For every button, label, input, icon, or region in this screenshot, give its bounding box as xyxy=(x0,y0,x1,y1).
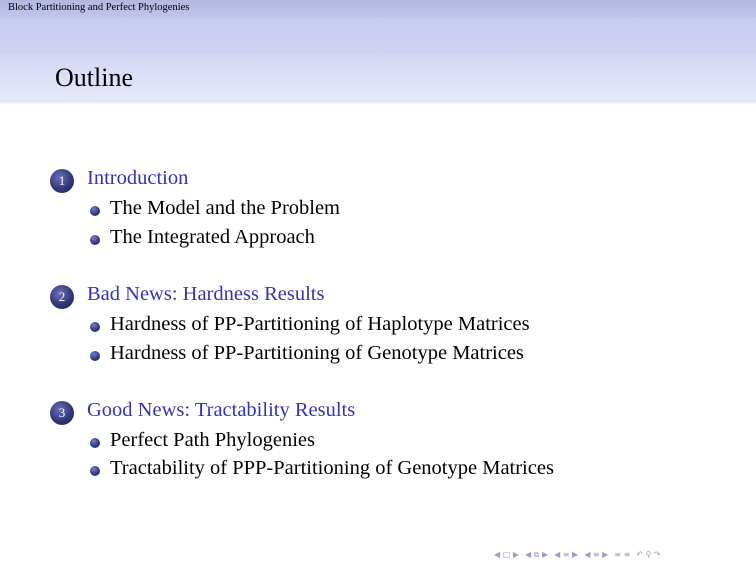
next-section-icon[interactable]: ▶ xyxy=(602,550,609,559)
subsection-icon[interactable]: ≡ xyxy=(562,550,570,559)
section-number-badge: 2 xyxy=(50,285,74,309)
bullet-icon xyxy=(90,438,100,448)
frame-title: Outline xyxy=(55,63,133,92)
prev-frame-icon[interactable]: ◀ xyxy=(524,550,532,559)
next-frame-icon[interactable]: ▶ xyxy=(541,550,549,559)
section-number-badge: 1 xyxy=(50,169,74,193)
align-left-icon[interactable]: ≡ xyxy=(614,550,622,559)
presentation-short-title: Block Partitioning and Perfect Phylogenies xyxy=(8,2,190,13)
bullet-icon xyxy=(90,206,100,216)
prev-slide-icon[interactable]: ◀ xyxy=(494,550,501,559)
subsection-label[interactable]: The Model and the Problem xyxy=(110,197,341,219)
frame-title-shadow xyxy=(0,100,756,105)
section-number-badge: 3 xyxy=(50,401,74,425)
align-right-icon[interactable]: ≡ xyxy=(623,550,631,559)
subsection-label[interactable]: Tractability of PPP-Partitioning of Genotype Matrices xyxy=(110,457,554,479)
bullet-icon xyxy=(90,351,100,361)
next-slide-icon[interactable]: ▶ xyxy=(512,550,519,559)
frame-icon[interactable]: ⧉ xyxy=(533,550,540,559)
next-subsection-icon[interactable]: ▶ xyxy=(572,550,579,559)
prev-section-icon[interactable]: ◀ xyxy=(584,550,591,559)
header-band xyxy=(0,18,756,54)
redo-icon[interactable]: ↷ xyxy=(653,550,661,559)
find-icon[interactable]: ⚲ xyxy=(645,550,652,559)
section-title-good-news[interactable]: Good News: Tractability Results xyxy=(87,399,356,421)
bullet-icon xyxy=(90,322,100,332)
bullet-icon xyxy=(90,466,100,476)
headline-bar xyxy=(0,0,756,18)
subsection-label[interactable]: Perfect Path Phylogenies xyxy=(110,429,315,451)
subsection-label[interactable]: The Integrated Approach xyxy=(110,226,315,248)
subsection-label[interactable]: Hardness of PP-Partitioning of Haplotype Matrices xyxy=(110,313,530,335)
section-title-bad-news[interactable]: Bad News: Hardness Results xyxy=(87,283,325,305)
section-title-introduction[interactable]: Introduction xyxy=(87,167,189,189)
frame-title-bar xyxy=(0,54,756,100)
prev-subsection-icon[interactable]: ◀ xyxy=(554,550,561,559)
bullet-icon xyxy=(90,235,100,245)
undo-icon[interactable]: ↶ xyxy=(636,550,643,559)
subsection-label[interactable]: Hardness of PP-Partitioning of Genotype Matrices xyxy=(110,342,524,364)
slide-icon[interactable]: □ xyxy=(502,550,511,559)
beamer-navigation-bar xyxy=(494,549,667,561)
section-icon[interactable]: ≡ xyxy=(592,550,600,559)
